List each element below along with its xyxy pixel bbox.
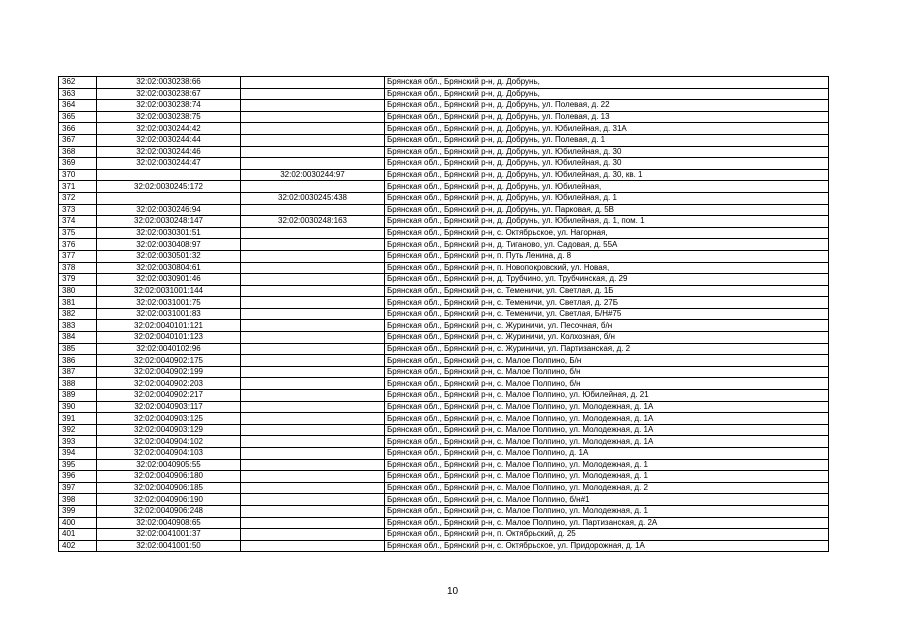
related-cadastral-number-cell bbox=[241, 88, 385, 100]
address-cell: Брянская обл., Брянский р-н, д. Добрунь, ул. Юбилейная, д. 30 bbox=[385, 158, 829, 170]
table-row bbox=[59, 192, 829, 204]
cadastral-number-cell: 32:02:0030244:46 bbox=[97, 146, 241, 158]
row-number-cell: 371 bbox=[59, 181, 97, 193]
related-cadastral-number-cell bbox=[241, 424, 385, 436]
address-cell: Брянская обл., Брянский р-н, с. Малое Полпино, ул. Молодежная, д. 1 bbox=[385, 505, 829, 517]
cadastral-number-cell: 32:02:0031001:83 bbox=[97, 308, 241, 320]
row-number-cell: 398 bbox=[59, 494, 97, 506]
table-row bbox=[59, 274, 829, 286]
related-cadastral-number-cell bbox=[241, 297, 385, 309]
cadastral-number-cell: 32:02:0040904:102 bbox=[97, 436, 241, 448]
table-row bbox=[59, 517, 829, 529]
row-number-cell: 370 bbox=[59, 169, 97, 181]
row-number-cell: 391 bbox=[59, 413, 97, 425]
address-cell: Брянская обл., Брянский р-н, с. Малое Полпино, б/н#1 bbox=[385, 494, 829, 506]
table-row bbox=[59, 529, 829, 541]
cadastral-number-cell: 32:02:0030501:32 bbox=[97, 250, 241, 262]
cadastral-number-cell: 32:02:0040906:180 bbox=[97, 471, 241, 483]
related-cadastral-number-cell bbox=[241, 181, 385, 193]
address-cell: Брянская обл., Брянский р-н, с. Малое Полпино, д. 1А bbox=[385, 448, 829, 460]
address-cell: Брянская обл., Брянский р-н, с. Малое Полпино, ул. Молодежная, д. 1А bbox=[385, 401, 829, 413]
row-number-cell: 401 bbox=[59, 529, 97, 541]
related-cadastral-number-cell bbox=[241, 366, 385, 378]
row-number-cell: 400 bbox=[59, 517, 97, 529]
row-number-cell: 376 bbox=[59, 239, 97, 251]
related-cadastral-number-cell bbox=[241, 471, 385, 483]
row-number-cell: 399 bbox=[59, 505, 97, 517]
cadastral-number-cell: 32:02:0040908:65 bbox=[97, 517, 241, 529]
row-number-cell: 373 bbox=[59, 204, 97, 216]
address-cell: Брянская обл., Брянский р-н, п. Новопокровский, ул. Новая, bbox=[385, 262, 829, 274]
related-cadastral-number-cell bbox=[241, 250, 385, 262]
row-number-cell: 402 bbox=[59, 540, 97, 552]
related-cadastral-number-cell bbox=[241, 239, 385, 251]
address-cell: Брянская обл., Брянский р-н, д. Добрунь, ул. Полевая, д. 22 bbox=[385, 100, 829, 112]
address-cell: Брянская обл., Брянский р-н, д. Добрунь, ул. Юбилейная, д. 30 bbox=[385, 146, 829, 158]
table-row bbox=[59, 459, 829, 471]
related-cadastral-number-cell bbox=[241, 274, 385, 286]
table-row bbox=[59, 494, 829, 506]
address-cell: Брянская обл., Брянский р-н, д. Добрунь, ул. Парковая, д. 5В bbox=[385, 204, 829, 216]
row-number-cell: 387 bbox=[59, 366, 97, 378]
related-cadastral-number-cell bbox=[241, 158, 385, 170]
related-cadastral-number-cell bbox=[241, 262, 385, 274]
cadastral-number-cell bbox=[97, 192, 241, 204]
related-cadastral-number-cell bbox=[241, 332, 385, 344]
table-row bbox=[59, 540, 829, 552]
table-row bbox=[59, 88, 829, 100]
cadastral-number-cell: 32:02:0030301:51 bbox=[97, 227, 241, 239]
cadastral-number-cell: 32:02:0031001:75 bbox=[97, 297, 241, 309]
cadastral-number-cell: 32:02:0040101:123 bbox=[97, 332, 241, 344]
related-cadastral-number-cell bbox=[241, 343, 385, 355]
cadastral-number-cell: 32:02:0031001:144 bbox=[97, 285, 241, 297]
cadastral-number-cell: 32:02:0030804:61 bbox=[97, 262, 241, 274]
related-cadastral-number-cell bbox=[241, 134, 385, 146]
address-cell: Брянская обл., Брянский р-н, д. Добрунь, ул. Юбилейная, д. 1 bbox=[385, 192, 829, 204]
table-row bbox=[59, 390, 829, 402]
address-cell: Брянская обл., Брянский р-н, с. Малое Полпино, ул. Молодежная, д. 1 bbox=[385, 459, 829, 471]
row-number-cell: 378 bbox=[59, 262, 97, 274]
cadastral-number-cell: 32:02:0041001:50 bbox=[97, 540, 241, 552]
related-cadastral-number-cell bbox=[241, 355, 385, 367]
row-number-cell: 380 bbox=[59, 285, 97, 297]
related-cadastral-number-cell bbox=[241, 100, 385, 112]
address-cell: Брянская обл., Брянский р-н, д. Тиганово, ул. Садовая, д. 55А bbox=[385, 239, 829, 251]
address-cell: Брянская обл., Брянский р-н, д. Добрунь, ул. Полевая, д. 13 bbox=[385, 111, 829, 123]
row-number-cell: 383 bbox=[59, 320, 97, 332]
address-cell: Брянская обл., Брянский р-н, д. Трубчино, ул. Трубчинская, д. 29 bbox=[385, 274, 829, 286]
row-number-cell: 385 bbox=[59, 343, 97, 355]
row-number-cell: 372 bbox=[59, 192, 97, 204]
cadastral-number-cell: 32:02:0040905:55 bbox=[97, 459, 241, 471]
table-row bbox=[59, 378, 829, 390]
related-cadastral-number-cell bbox=[241, 517, 385, 529]
table-row bbox=[59, 471, 829, 483]
related-cadastral-number-cell bbox=[241, 378, 385, 390]
cadastral-number-cell: 32:02:0040903:117 bbox=[97, 401, 241, 413]
related-cadastral-number-cell bbox=[241, 146, 385, 158]
related-cadastral-number-cell bbox=[241, 459, 385, 471]
cadastral-number-cell: 32:02:0040904:103 bbox=[97, 448, 241, 460]
row-number-cell: 369 bbox=[59, 158, 97, 170]
address-cell: Брянская обл., Брянский р-н, с. Малое Полпино, ул. Молодежная, д. 2 bbox=[385, 482, 829, 494]
table-row bbox=[59, 343, 829, 355]
cadastral-number-cell: 32:02:0030244:42 bbox=[97, 123, 241, 135]
cadastral-number-cell: 32:02:0040902:203 bbox=[97, 378, 241, 390]
address-cell: Брянская обл., Брянский р-н, с. Малое Полпино, Б/н bbox=[385, 355, 829, 367]
related-cadastral-number-cell bbox=[241, 123, 385, 135]
row-number-cell: 377 bbox=[59, 250, 97, 262]
cadastral-number-cell: 32:02:0041001:37 bbox=[97, 529, 241, 541]
related-cadastral-number-cell bbox=[241, 77, 385, 89]
cadastral-number-cell: 32:02:0040906:190 bbox=[97, 494, 241, 506]
row-number-cell: 374 bbox=[59, 216, 97, 228]
table-row bbox=[59, 111, 829, 123]
address-cell: Брянская обл., Брянский р-н, с. Журиничи, ул. Колхозная, б/н bbox=[385, 332, 829, 344]
address-cell: Брянская обл., Брянский р-н, с. Теменичи, ул. Светлая, д. 27Б bbox=[385, 297, 829, 309]
address-cell: Брянская обл., Брянский р-н, д. Добрунь, ул. Юбилейная, bbox=[385, 181, 829, 193]
table-row bbox=[59, 320, 829, 332]
table-row bbox=[59, 366, 829, 378]
address-cell: Брянская обл., Брянский р-н, д. Добрунь, bbox=[385, 88, 829, 100]
cadastral-number-cell: 32:02:0040903:129 bbox=[97, 424, 241, 436]
related-cadastral-number-cell: 32:02:0030244:97 bbox=[241, 169, 385, 181]
table-row bbox=[59, 436, 829, 448]
row-number-cell: 386 bbox=[59, 355, 97, 367]
cadastral-number-cell: 32:02:0030238:67 bbox=[97, 88, 241, 100]
address-cell: Брянская обл., Брянский р-н, с. Малое Полпино, б/н bbox=[385, 378, 829, 390]
cadastral-number-cell: 32:02:0040102:96 bbox=[97, 343, 241, 355]
table-row bbox=[59, 146, 829, 158]
property-table-body bbox=[59, 77, 829, 552]
address-cell: Брянская обл., Брянский р-н, с. Журиничи, ул. Песочная, б/н bbox=[385, 320, 829, 332]
table-row bbox=[59, 134, 829, 146]
related-cadastral-number-cell bbox=[241, 413, 385, 425]
cadastral-number-cell: 32:02:0040902:199 bbox=[97, 366, 241, 378]
address-cell: Брянская обл., Брянский р-н, д. Добрунь, ул. Юбилейная, д. 31А bbox=[385, 123, 829, 135]
address-cell: Брянская обл., Брянский р-н, с. Теменичи, ул. Светлая, Б/Н#75 bbox=[385, 308, 829, 320]
related-cadastral-number-cell bbox=[241, 448, 385, 460]
related-cadastral-number-cell bbox=[241, 540, 385, 552]
cadastral-number-cell: 32:02:0030408:97 bbox=[97, 239, 241, 251]
table-row bbox=[59, 448, 829, 460]
address-cell: Брянская обл., Брянский р-н, с. Малое Полпино, б/н bbox=[385, 366, 829, 378]
row-number-cell: 392 bbox=[59, 424, 97, 436]
cadastral-number-cell: 32:02:0030245:172 bbox=[97, 181, 241, 193]
row-number-cell: 365 bbox=[59, 111, 97, 123]
row-number-cell: 366 bbox=[59, 123, 97, 135]
table-row bbox=[59, 355, 829, 367]
related-cadastral-number-cell bbox=[241, 505, 385, 517]
row-number-cell: 379 bbox=[59, 274, 97, 286]
address-cell: Брянская обл., Брянский р-н, д. Добрунь, bbox=[385, 77, 829, 89]
row-number-cell: 393 bbox=[59, 436, 97, 448]
row-number-cell: 396 bbox=[59, 471, 97, 483]
row-number-cell: 368 bbox=[59, 146, 97, 158]
cadastral-number-cell: 32:02:0040903:125 bbox=[97, 413, 241, 425]
table-row bbox=[59, 482, 829, 494]
related-cadastral-number-cell bbox=[241, 436, 385, 448]
address-cell: Брянская обл., Брянский р-н, с. Малое Полпино, ул. Молодежная, д. 1А bbox=[385, 413, 829, 425]
related-cadastral-number-cell: 32:02:0030245:438 bbox=[241, 192, 385, 204]
table-row bbox=[59, 239, 829, 251]
table-row bbox=[59, 216, 829, 228]
cadastral-number-cell: 32:02:0030248:147 bbox=[97, 216, 241, 228]
table-row bbox=[59, 123, 829, 135]
row-number-cell: 394 bbox=[59, 448, 97, 460]
related-cadastral-number-cell bbox=[241, 111, 385, 123]
row-number-cell: 397 bbox=[59, 482, 97, 494]
table-row bbox=[59, 227, 829, 239]
table-row bbox=[59, 424, 829, 436]
table-row bbox=[59, 262, 829, 274]
cadastral-number-cell: 32:02:0030901:46 bbox=[97, 274, 241, 286]
cadastral-number-cell: 32:02:0040101:121 bbox=[97, 320, 241, 332]
row-number-cell: 382 bbox=[59, 308, 97, 320]
cadastral-number-cell: 32:02:0030244:47 bbox=[97, 158, 241, 170]
cadastral-number-cell: 32:02:0040906:185 bbox=[97, 482, 241, 494]
address-cell: Брянская обл., Брянский р-н, с. Малое Полпино, ул. Молодежная, д. 1А bbox=[385, 436, 829, 448]
related-cadastral-number-cell: 32:02:0030248:163 bbox=[241, 216, 385, 228]
row-number-cell: 395 bbox=[59, 459, 97, 471]
table-row bbox=[59, 285, 829, 297]
cadastral-number-cell: 32:02:0030238:75 bbox=[97, 111, 241, 123]
cadastral-number-cell: 32:02:0030238:74 bbox=[97, 100, 241, 112]
table-row bbox=[59, 250, 829, 262]
table-row bbox=[59, 297, 829, 309]
cadastral-number-cell: 32:02:0030246:94 bbox=[97, 204, 241, 216]
related-cadastral-number-cell bbox=[241, 320, 385, 332]
address-cell: Брянская обл., Брянский р-н, д. Добрунь, ул. Юбилейная, д. 30, кв. 1 bbox=[385, 169, 829, 181]
address-cell: Брянская обл., Брянский р-н, д. Добрунь, ул. Юбилейная, д. 1, пом. 1 bbox=[385, 216, 829, 228]
row-number-cell: 389 bbox=[59, 390, 97, 402]
related-cadastral-number-cell bbox=[241, 204, 385, 216]
row-number-cell: 388 bbox=[59, 378, 97, 390]
address-cell: Брянская обл., Брянский р-н, с. Октябрьское, ул. Нагорная, bbox=[385, 227, 829, 239]
row-number-cell: 362 bbox=[59, 77, 97, 89]
table-row bbox=[59, 169, 829, 181]
table-row bbox=[59, 308, 829, 320]
address-cell: Брянская обл., Брянский р-н, с. Малое Полпино, ул. Юбилейная, д. 21 bbox=[385, 390, 829, 402]
table-row bbox=[59, 332, 829, 344]
address-cell: Брянская обл., Брянский р-н, п. Путь Ленина, д. 8 bbox=[385, 250, 829, 262]
row-number-cell: 384 bbox=[59, 332, 97, 344]
table-row bbox=[59, 158, 829, 170]
address-cell: Брянская обл., Брянский р-н, п. Октябрьский, д. 25 bbox=[385, 529, 829, 541]
table-row bbox=[59, 100, 829, 112]
table-row bbox=[59, 505, 829, 517]
address-cell: Брянская обл., Брянский р-н, с. Малое Полпино, ул. Молодежная, д. 1 bbox=[385, 471, 829, 483]
row-number-cell: 364 bbox=[59, 100, 97, 112]
cadastral-number-cell: 32:02:0040902:175 bbox=[97, 355, 241, 367]
row-number-cell: 363 bbox=[59, 88, 97, 100]
property-table bbox=[58, 76, 829, 552]
related-cadastral-number-cell bbox=[241, 494, 385, 506]
address-cell: Брянская обл., Брянский р-н, с. Малое Полпино, ул. Молодежная, д. 1А bbox=[385, 424, 829, 436]
related-cadastral-number-cell bbox=[241, 227, 385, 239]
address-cell: Брянская обл., Брянский р-н, с. Теменичи, ул. Светлая, д. 1Б bbox=[385, 285, 829, 297]
related-cadastral-number-cell bbox=[241, 482, 385, 494]
row-number-cell: 367 bbox=[59, 134, 97, 146]
related-cadastral-number-cell bbox=[241, 390, 385, 402]
related-cadastral-number-cell bbox=[241, 529, 385, 541]
cadastral-number-cell bbox=[97, 169, 241, 181]
address-cell: Брянская обл., Брянский р-н, с. Малое Полпино, ул. Партизанская, д. 2А bbox=[385, 517, 829, 529]
row-number-cell: 390 bbox=[59, 401, 97, 413]
cadastral-number-cell: 32:02:0030244:44 bbox=[97, 134, 241, 146]
table-row bbox=[59, 204, 829, 216]
table-row bbox=[59, 401, 829, 413]
cadastral-number-cell: 32:02:0040906:248 bbox=[97, 505, 241, 517]
related-cadastral-number-cell bbox=[241, 401, 385, 413]
related-cadastral-number-cell bbox=[241, 285, 385, 297]
cadastral-number-cell: 32:02:0040902:217 bbox=[97, 390, 241, 402]
address-cell: Брянская обл., Брянский р-н, с. Журиничи, ул. Партизанская, д. 2 bbox=[385, 343, 829, 355]
related-cadastral-number-cell bbox=[241, 308, 385, 320]
row-number-cell: 375 bbox=[59, 227, 97, 239]
cadastral-number-cell: 32:02:0030238:66 bbox=[97, 77, 241, 89]
row-number-cell: 381 bbox=[59, 297, 97, 309]
table-row bbox=[59, 413, 829, 425]
table-row bbox=[59, 77, 829, 89]
page-number: 10 bbox=[446, 586, 459, 597]
table-row bbox=[59, 181, 829, 193]
address-cell: Брянская обл., Брянский р-н, д. Добрунь, ул. Полевая, д. 1 bbox=[385, 134, 829, 146]
address-cell: Брянская обл., Брянский р-н, с. Октябрьское, ул. Придорожная, д. 1А bbox=[385, 540, 829, 552]
